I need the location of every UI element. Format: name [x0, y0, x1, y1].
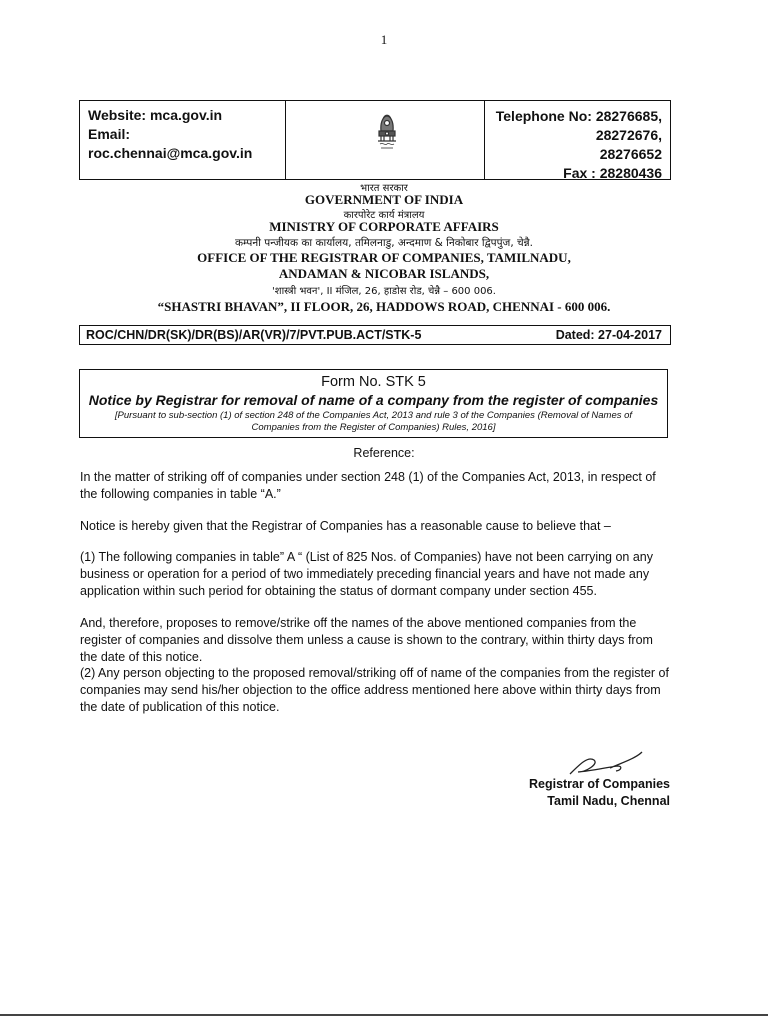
signatory-title: Registrar of Companies — [528, 777, 670, 791]
hindi-address-line: 'शास्त्री भवन', II मंजिल, 26, हाडोस रोड, चेन्नै – 600 006. — [272, 286, 496, 297]
address-line: “SHASTRI BHAVAN”, II FLOOR, 26, HADDOWS ROAD, CHENNAI - 600 006. — [157, 299, 611, 314]
website-text: Website: mca.gov.in — [88, 107, 223, 123]
form-subtitle: Notice by Registrar for removal of name of a company from the register of companies — [88, 392, 659, 408]
signature-block — [520, 776, 670, 810]
header-contact-box — [79, 100, 671, 180]
paragraph-matter: In the matter of striking off of companies under section 248 (1) of the Companies Act, 2013, in respect of the following companies in table “A.” — [80, 470, 656, 501]
emblem-cell — [286, 101, 486, 179]
form-note: [Pursuant to sub-section (1) of section 248 of the Companies Act, 2013 and rule 3 of the Companies (Removal of Names of Companies from the Register of Companies) Rules, 2016] — [114, 410, 633, 433]
page-number: 1 — [380, 32, 388, 47]
fax-line: Fax : 28280436 — [563, 165, 662, 181]
email-text: roc.chennai@mca.gov.in — [88, 145, 253, 161]
office-line-1: OFFICE OF THE REGISTRAR OF COMPANIES, TAMILNADU, — [197, 250, 571, 265]
paragraph-clause-1: (1) The following companies in table” A “ (List of 825 Nos. of Companies) have not been carrying on any business or operation for a period of two immediately preceding financial years and have not made any application within such period for obtaining the status of dormant company under section 455. — [80, 550, 653, 598]
telephone-line-1: Telephone No: 28276685, — [495, 108, 662, 124]
hindi-office-line: कम्पनी पन्जीयक का कार्यालय, तमिलनाडु, अन्दमाण & निकोबार द्विपपुंज, चेन्नै. — [234, 237, 533, 249]
ministry-line: MINISTRY OF CORPORATE AFFAIRS — [269, 219, 499, 234]
telephone-line-2: 28272676, — [595, 127, 662, 143]
hindi-govt-line: भारत सरकार — [360, 183, 408, 194]
contact-website-email — [80, 101, 286, 179]
form-title: Form No. STK 5 — [321, 374, 426, 390]
signatory-place: Tamil Nadu, Chennal — [547, 794, 670, 808]
paragraph-proposal: And, therefore, proposes to remove/strike off the names of the above mentioned companies from the register of companies and dissolve them unless a cause is shown to the contrary, within thirty days from the date of this notice. — [80, 616, 653, 664]
hindi-ministry-line: कारपोरेट कार्य मंत्रालय — [343, 210, 425, 221]
reference-number: ROC/CHN/DR(SK)/DR(BS)/AR(VR)/7/PVT.PUB.ACT/STK-5 — [86, 328, 422, 342]
form-title-box — [79, 369, 668, 438]
national-emblem-icon — [372, 111, 402, 155]
office-line-2: ANDAMAN & NICOBAR ISLANDS, — [278, 266, 490, 281]
telephone-line-3: 28276652 — [599, 146, 662, 162]
paragraph-notice: Notice is hereby given that the Registrar of Companies has a reasonable cause to believe that – — [80, 519, 611, 533]
page-bottom-rule — [0, 1014, 768, 1016]
paragraph-clause-2: (2) Any person objecting to the proposed removal/striking off of name of the companies from the register of companies may send his/her objection to the office address mentioned here above within thirty days from the date of publication of this notice. — [80, 666, 669, 714]
dated-text: Dated: 27-04-2017 — [555, 328, 662, 342]
email-label: Email: — [88, 126, 131, 142]
reference-label: Reference: — [353, 446, 415, 460]
reference-number-box — [79, 325, 671, 345]
govt-of-india-line: GOVERNMENT OF INDIA — [304, 192, 464, 207]
contact-phone-fax — [484, 101, 670, 179]
